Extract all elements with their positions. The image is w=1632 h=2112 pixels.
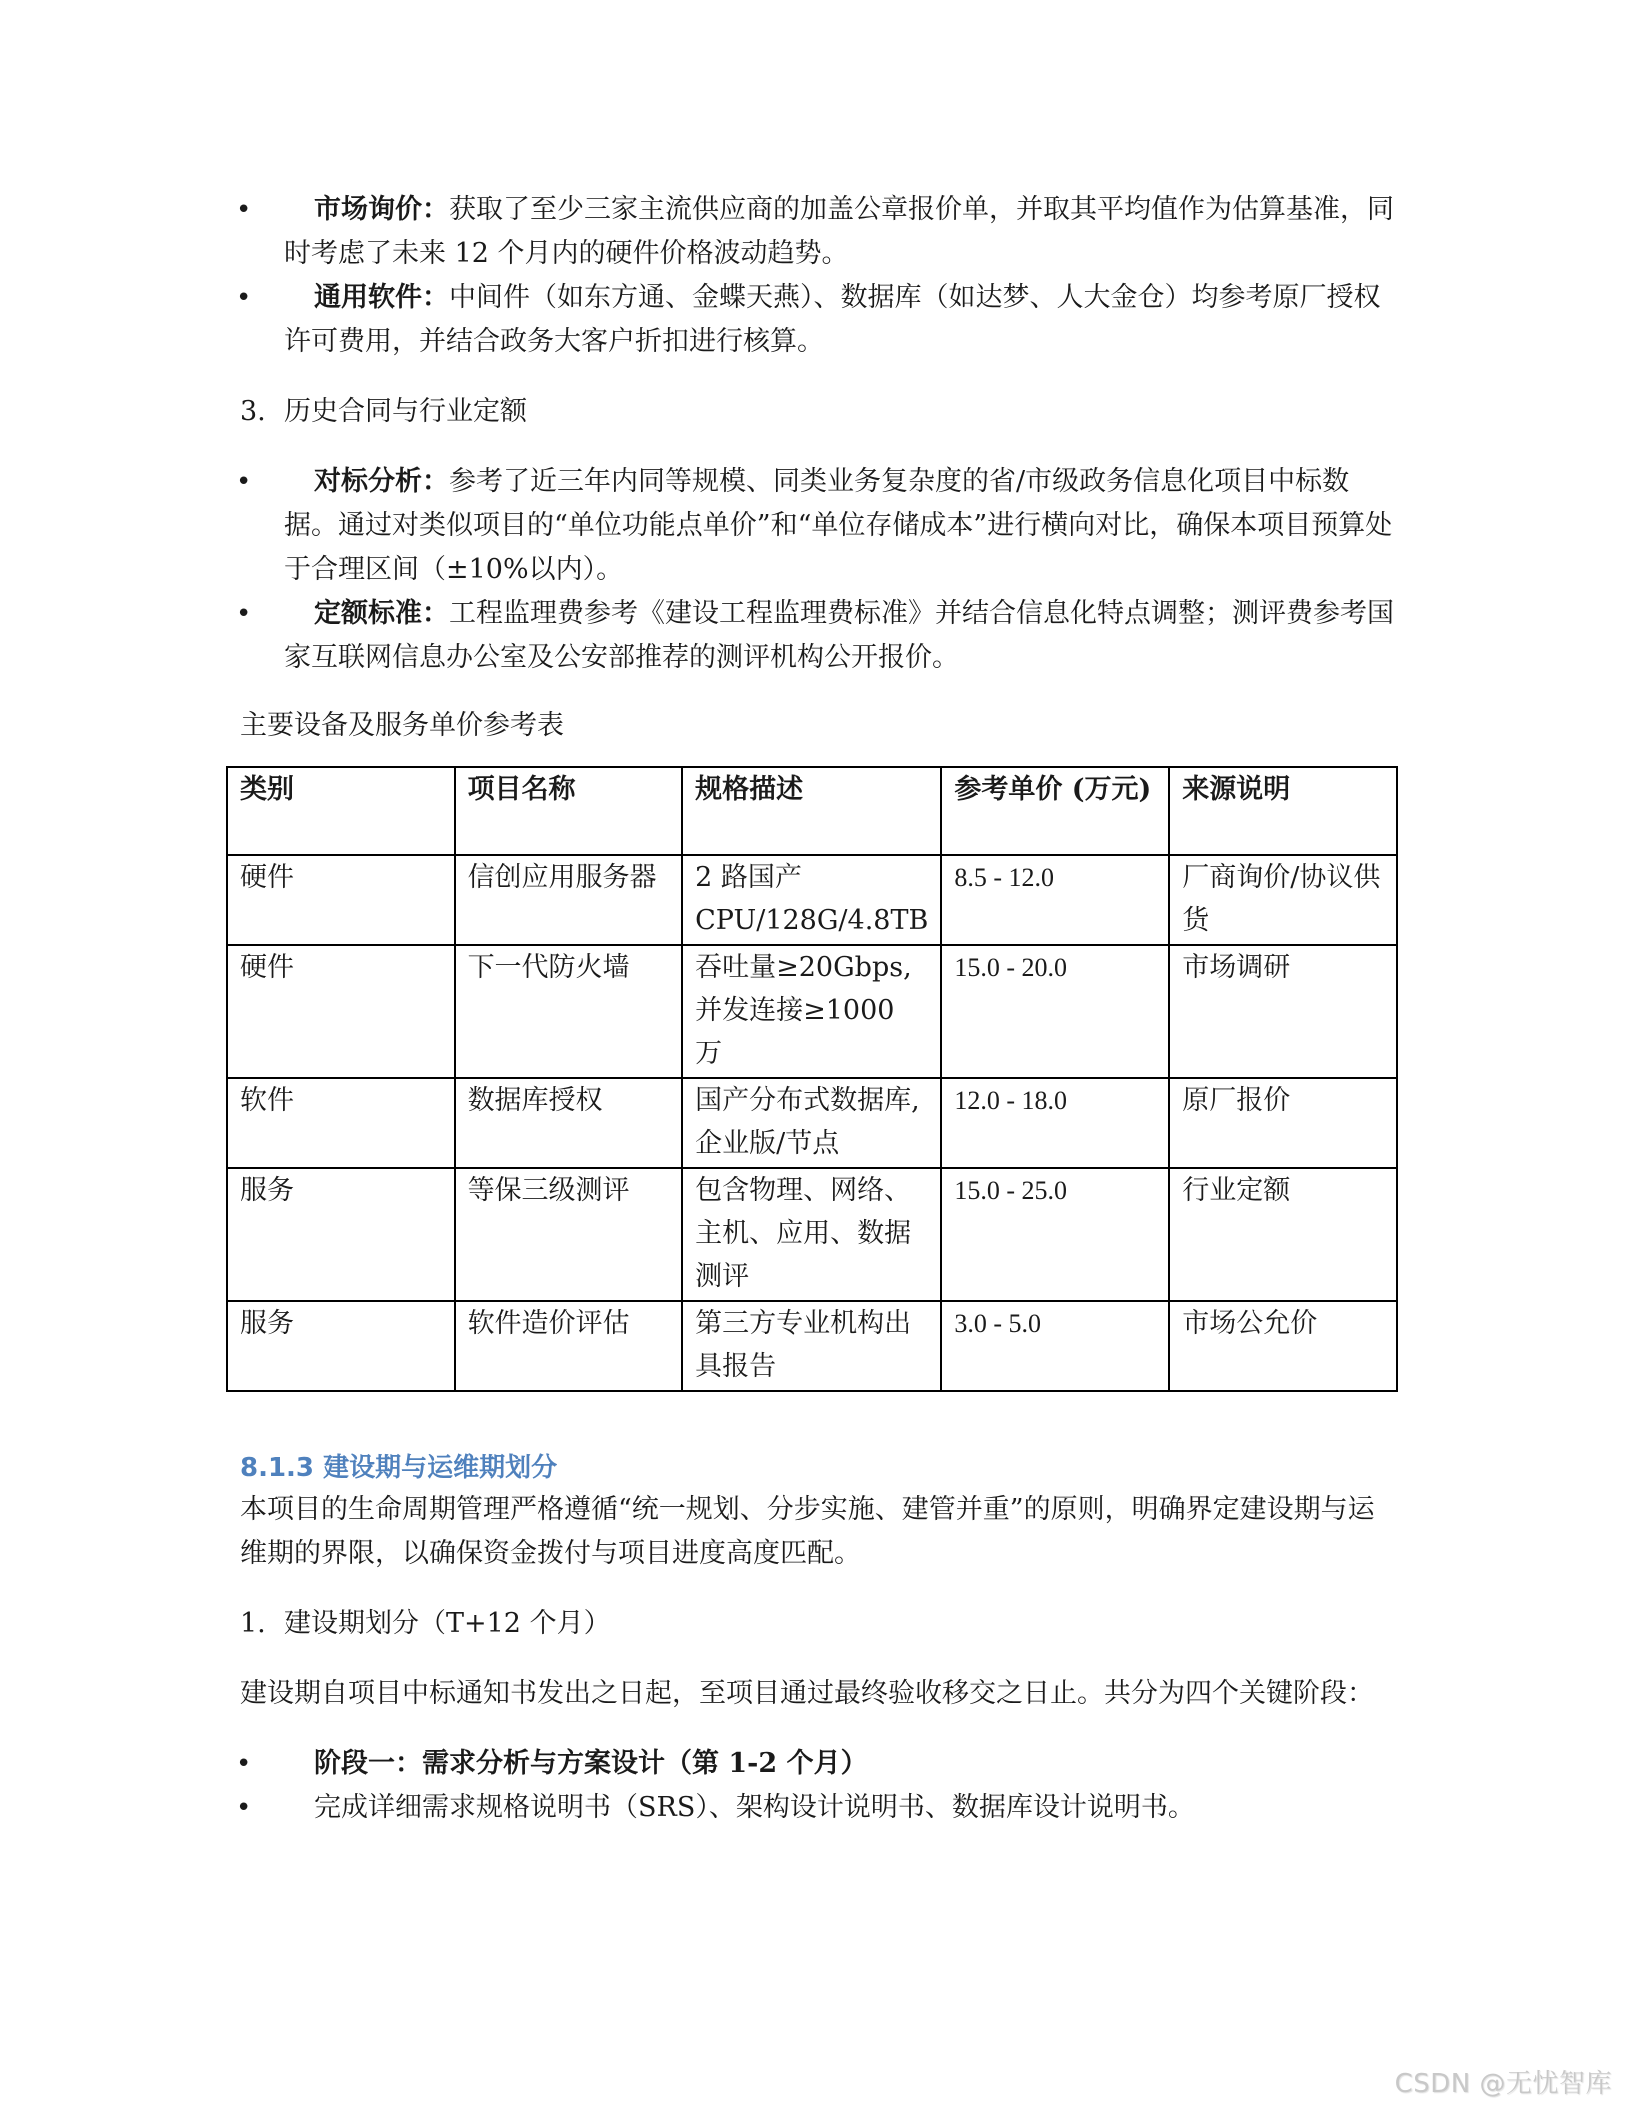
bullet-lead: 阶段一：需求分析与方案设计（第 1-2 个月） [314,1748,868,1779]
column-header-category: 类别 [227,767,455,855]
column-header-source: 来源说明 [1169,767,1397,855]
section-intro: 本项目的生命周期管理严格遵循“统一规划、分步实施、建管并重”的原则，明确界定建设期与运维期的界限，以确保资金拨付与项目进度高度匹配。 [240,1494,1375,1569]
cell-source: 行业定额 [1169,1168,1397,1301]
cell-spec: 第三方专业机构出具报告 [682,1301,941,1391]
bullet-stage-one-deliverables [236,1786,1400,1830]
table-row [227,945,1397,1078]
cell-unit-price: 3.0 - 5.0 [941,1301,1169,1391]
subsection-number: 1. [240,1608,266,1639]
bullet-dot-icon: • [236,283,252,313]
section-heading-history [240,390,1400,434]
bullet-quota-standard [236,592,1400,680]
cell-source: 厂商询价/协议供货 [1169,855,1397,945]
table-row [227,855,1397,945]
cell-unit-price: 15.0 - 25.0 [941,1168,1169,1301]
column-header-spec: 规格描述 [682,767,941,855]
cell-unit-price: 8.5 - 12.0 [941,855,1169,945]
history-bullets [236,460,1400,680]
cell-source: 市场公允价 [1169,1301,1397,1391]
subsection-title: 建设期划分（T+12 个月） [284,1608,611,1639]
bullet-text: 参考了近三年内同等规模、同类业务复杂度的省/市级政务信息化项目中标数据。通过对类似项目的“单位功能点单价”和“单位存储成本”进行横向对比，确保本项目预算处于合理区间（±10%以内）。 [284,466,1393,585]
bullet-lead: 市场询价： [314,194,449,225]
cell-unit-price: 12.0 - 18.0 [941,1078,1169,1168]
cell-item-name: 软件造价评估 [455,1301,683,1391]
cell-category: 服务 [227,1168,455,1301]
cell-item-name: 信创应用服务器 [455,855,683,945]
bullet-text: 中间件（如东方通、金蝶天燕）、数据库（如达梦、人大金仓）均参考原厂授权许可费用，并结合政务大客户折扣进行核算。 [284,282,1381,357]
cell-item-name: 数据库授权 [455,1078,683,1168]
bullet-dot-icon: • [236,1793,252,1823]
pricing-basis-bullets [236,188,1400,364]
bullet-text: 工程监理费参考《建设工程监理费标准》并结合信息化特点调整；测评费参考国家互联网信息办公室及公安部推荐的测评机构公开报价。 [284,598,1394,673]
construction-description: 建设期自项目中标通知书发出之日起，至项目通过最终验收移交之日止。共分为四个关键阶段： [240,1678,1374,1709]
bullet-dot-icon: • [236,599,252,629]
table-caption: 主要设备及服务单价参考表 [240,710,564,741]
cell-category: 硬件 [227,855,455,945]
document-content [236,188,1400,1830]
bullet-lead: 通用软件： [314,282,449,313]
table-header-row [227,767,1397,855]
unit-price-table [226,766,1398,1392]
table-row [227,1168,1397,1301]
cell-spec: 国产分布式数据库, 企业版/节点 [682,1078,941,1168]
cell-item-name: 等保三级测评 [455,1168,683,1301]
bullet-dot-icon: • [236,467,252,497]
stage-bullets [236,1742,1400,1830]
cell-spec: 包含物理、网络、主机、应用、数据测评 [682,1168,941,1301]
bullet-dot-icon: • [236,1749,252,1779]
cell-category: 硬件 [227,945,455,1078]
cell-source: 原厂报价 [1169,1078,1397,1168]
cell-spec: 吞吐量≥20Gbps, 并发连接≥1000 万 [682,945,941,1078]
cell-category: 软件 [227,1078,455,1168]
table-row [227,1301,1397,1391]
section-heading-8-1-3: 8.1.3 建设期与运维期划分 [240,1453,558,1483]
csdn-watermark: CSDN @无忧智库 [1394,2069,1612,2099]
cell-item-name: 下一代防火墙 [455,945,683,1078]
section-title: 历史合同与行业定额 [284,396,527,427]
column-header-item-name: 项目名称 [455,767,683,855]
bullet-market-inquiry [236,188,1400,276]
cell-spec: 2 路国产 CPU/128G/4.8TB [682,855,941,945]
column-header-unit-price: 参考单价 (万元) [941,767,1169,855]
bullet-lead: 对标分析： [314,466,449,497]
bullet-general-software [236,276,1400,364]
subsection-heading-construction [240,1602,1400,1646]
cell-source: 市场调研 [1169,945,1397,1078]
bullet-lead: 定额标准： [314,598,449,629]
section-number: 3. [240,396,266,427]
bullet-dot-icon: • [236,195,252,225]
cell-unit-price: 15.0 - 20.0 [941,945,1169,1078]
table-row [227,1078,1397,1168]
cell-category: 服务 [227,1301,455,1391]
bullet-stage-one [236,1742,1400,1786]
bullet-text: 获取了至少三家主流供应商的加盖公章报价单，并取其平均值作为估算基准，同时考虑了未来 12 个月内的硬件价格波动趋势。 [284,194,1394,269]
bullet-benchmark [236,460,1400,592]
bullet-text: 完成详细需求规格说明书（SRS）、架构设计说明书、数据库设计说明书。 [314,1792,1195,1823]
